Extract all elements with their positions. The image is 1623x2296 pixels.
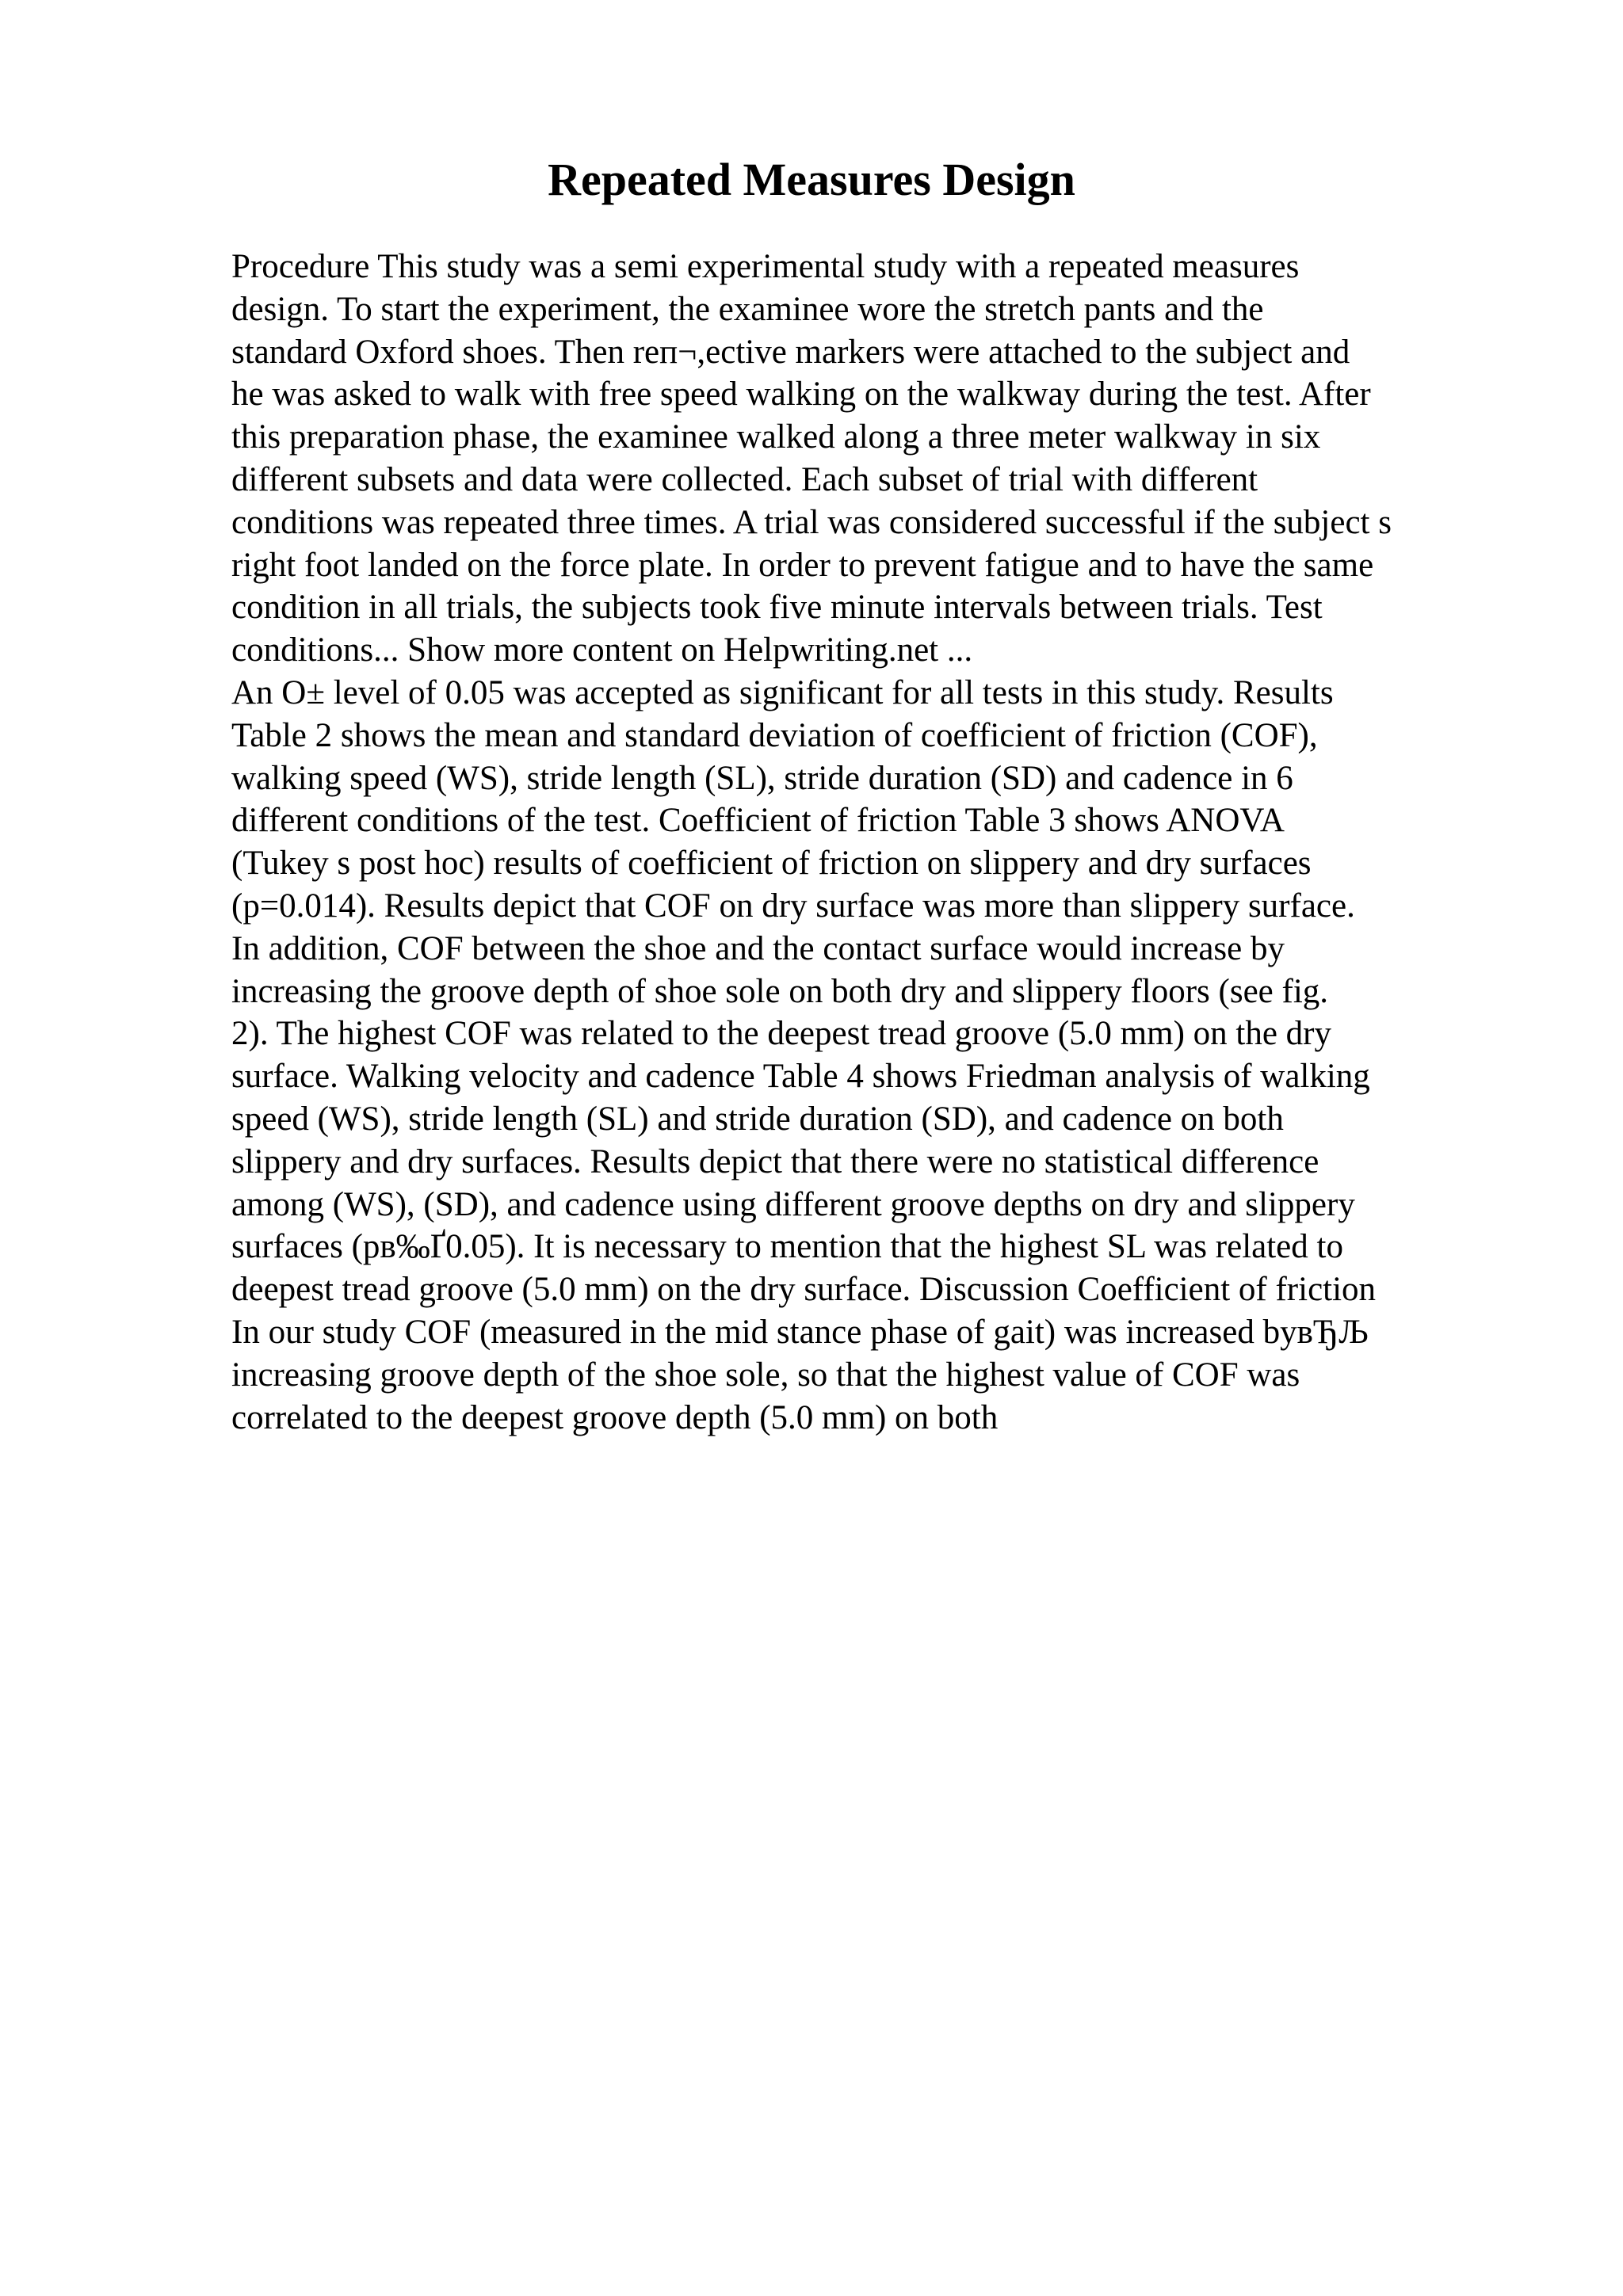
text-line: standard Oxford shoes. Then reп¬,ective markers were attached to the subject and [231,333,1350,371]
text-line: increasing the groove depth of shoe sole on both dry and slippery floors (see fig. [231,972,1329,1010]
text-line: correlated to the deepest groove depth (5.0 mm) on both [231,1398,999,1436]
text-line: different conditions of the test. Coefficient of friction Table 3 shows ANOVA [231,802,1285,840]
text-line: In addition, COF between the shoe and the contact surface would increase by [231,929,1285,967]
text-line: (Tukey s post hoc) results of coefficient of friction on slippery and dry surfaces [231,845,1312,883]
text-line: conditions... Show more content on Helpwriting.net ... [231,631,973,669]
text-line: he was asked to walk with free speed walking on the walkway during the test. After [231,376,1371,414]
text-line: this preparation phase, the examinee walked along a three meter walkway in six [231,418,1321,456]
text-line: Table 2 shows the mean and standard deviation of coefficient of friction (COF), [231,716,1318,754]
text-line: right foot landed on the force plate. In order to prevent fatigue and to have the same [231,546,1374,584]
text-line: conditions was repeated three times. A trial was considered successful if the subject s [231,503,1392,541]
text-line: surfaces (pв‰Ґ0.05). It is necessary to mention that the highest SL was related to [231,1228,1343,1266]
text-line: among (WS), (SD), and cadence using different groove depths on dry and slippery [231,1185,1355,1223]
text-line: increasing groove depth of the shoe sole, so that the highest value of COF was [231,1356,1300,1394]
page-title: Repeated Measures Design [548,154,1075,205]
text-line: 2). The highest COF was related to the deepest tread groove (5.0 mm) on the dry [231,1015,1331,1053]
text-line: slippery and dry surfaces. Results depict that there were no statistical difference [231,1142,1319,1180]
body-text [231,246,1499,1439]
text-line: condition in all trials, the subjects took five minute intervals between trials. Test [231,589,1323,627]
text-line: In our study COF (measured in the mid stance phase of gait) was increased byвЂЉ [231,1313,1369,1351]
text-line: speed (WS), stride length (SL) and stride duration (SD), and cadence on both [231,1100,1284,1138]
text-line: design. To start the experiment, the examinee wore the stretch pants and the [231,290,1264,328]
text-line: deepest tread groove (5.0 mm) on the dry surface. Discussion Coefficient of friction [231,1271,1377,1309]
text-line: Procedure This study was a semi experimental study with a repeated measures [231,248,1300,285]
text-line: (p=0.014). Results depict that COF on dry surface was more than slippery surface. [231,887,1355,925]
text-line: surface. Walking velocity and cadence Table 4 shows Friedman analysis of walking [231,1058,1370,1096]
text-line: walking speed (WS), stride length (SL), stride duration (SD) and cadence in 6 [231,759,1293,797]
text-line: An О± level of 0.05 was accepted as significant for all tests in this study. Results [231,673,1334,711]
text-line: different subsets and data were collected. Each subset of trial with different [231,460,1258,498]
